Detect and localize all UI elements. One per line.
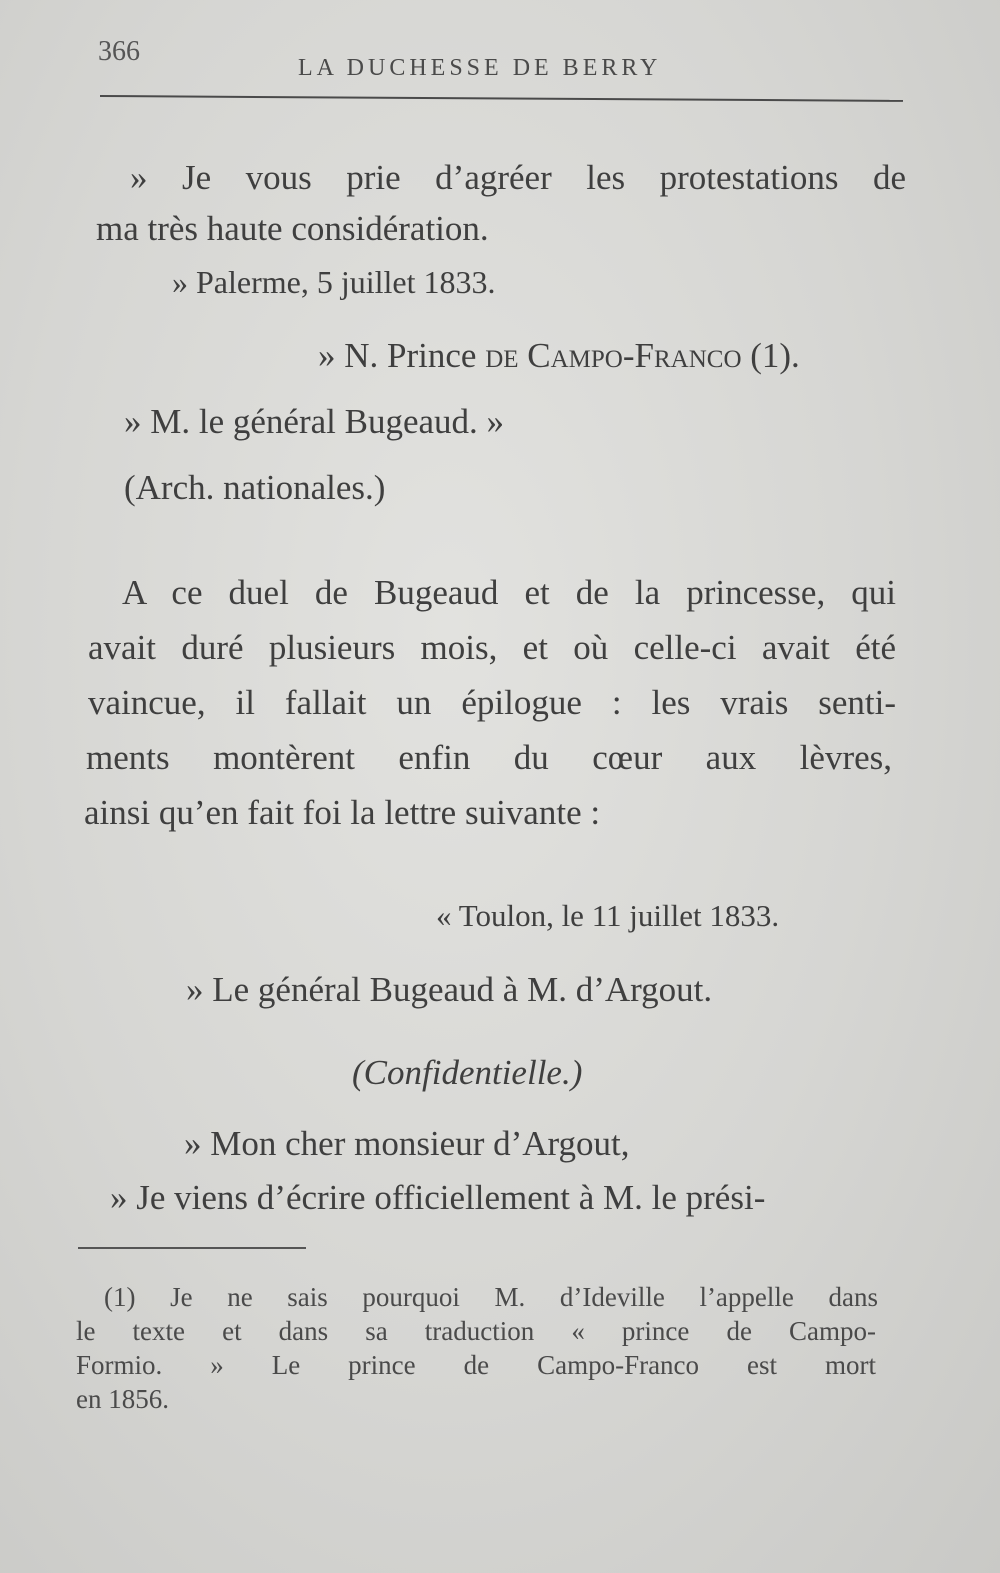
letter-signature <box>318 338 800 373</box>
letter-close-line-2: ma très haute considération. <box>96 209 489 248</box>
letter-addressee: » M. le général Bugeaud. » <box>124 402 505 441</box>
letter-place-date: » Palerme, 5 juillet 1833. <box>172 264 496 300</box>
paragraph-line-1: A ce duel de Bugeaud et de la princesse, qui <box>122 573 896 612</box>
letter-source: (Arch. nationales.) <box>124 468 386 507</box>
running-title: LA DUCHESSE DE BERRY <box>298 55 662 81</box>
paragraph-line-2: avait duré plusieurs mois, et où celle-ci avait été <box>88 628 896 667</box>
letter-from-to: » Le général Bugeaud à M. d’Argout. <box>186 970 713 1009</box>
header-rule <box>100 95 903 102</box>
signature-note: (1). <box>741 336 800 375</box>
letter-place-date-2: « Toulon, le 11 juillet 1833. <box>436 898 780 933</box>
paragraph-line-3: vaincue, il fallait un épilogue : les vrais senti- <box>88 683 896 722</box>
footnote-line-2: le texte et dans sa traduction « prince de Campo- <box>76 1316 876 1346</box>
signature-name: de Campo-Franco <box>485 336 742 375</box>
paragraph-line-5: ainsi qu’en fait foi la lettre suivante : <box>84 793 601 832</box>
paragraph-line-4: ments montèrent enfin du cœur aux lèvres, <box>86 738 892 777</box>
letter-first-line: » Je viens d’écrire officiellement à M. le prési- <box>110 1178 766 1217</box>
letter-close-line-1: » Je vous prie d’agréer les protestations de <box>130 158 906 197</box>
footnote-rule <box>78 1247 306 1249</box>
letter-salutation: » Mon cher monsieur d’Argout, <box>184 1124 630 1163</box>
footnote-line-1: (1) Je ne sais pourquoi M. d’Ideville l’appelle dans <box>104 1282 878 1312</box>
footnote-line-3: Formio. » Le prince de Campo-Franco est mort <box>76 1350 876 1380</box>
footnote-line-4: en 1856. <box>76 1384 169 1414</box>
signature-prefix: » N. Prince <box>318 336 486 375</box>
page-number: 366 <box>98 36 140 67</box>
letter-marking: (Confidentielle.) <box>352 1053 583 1092</box>
